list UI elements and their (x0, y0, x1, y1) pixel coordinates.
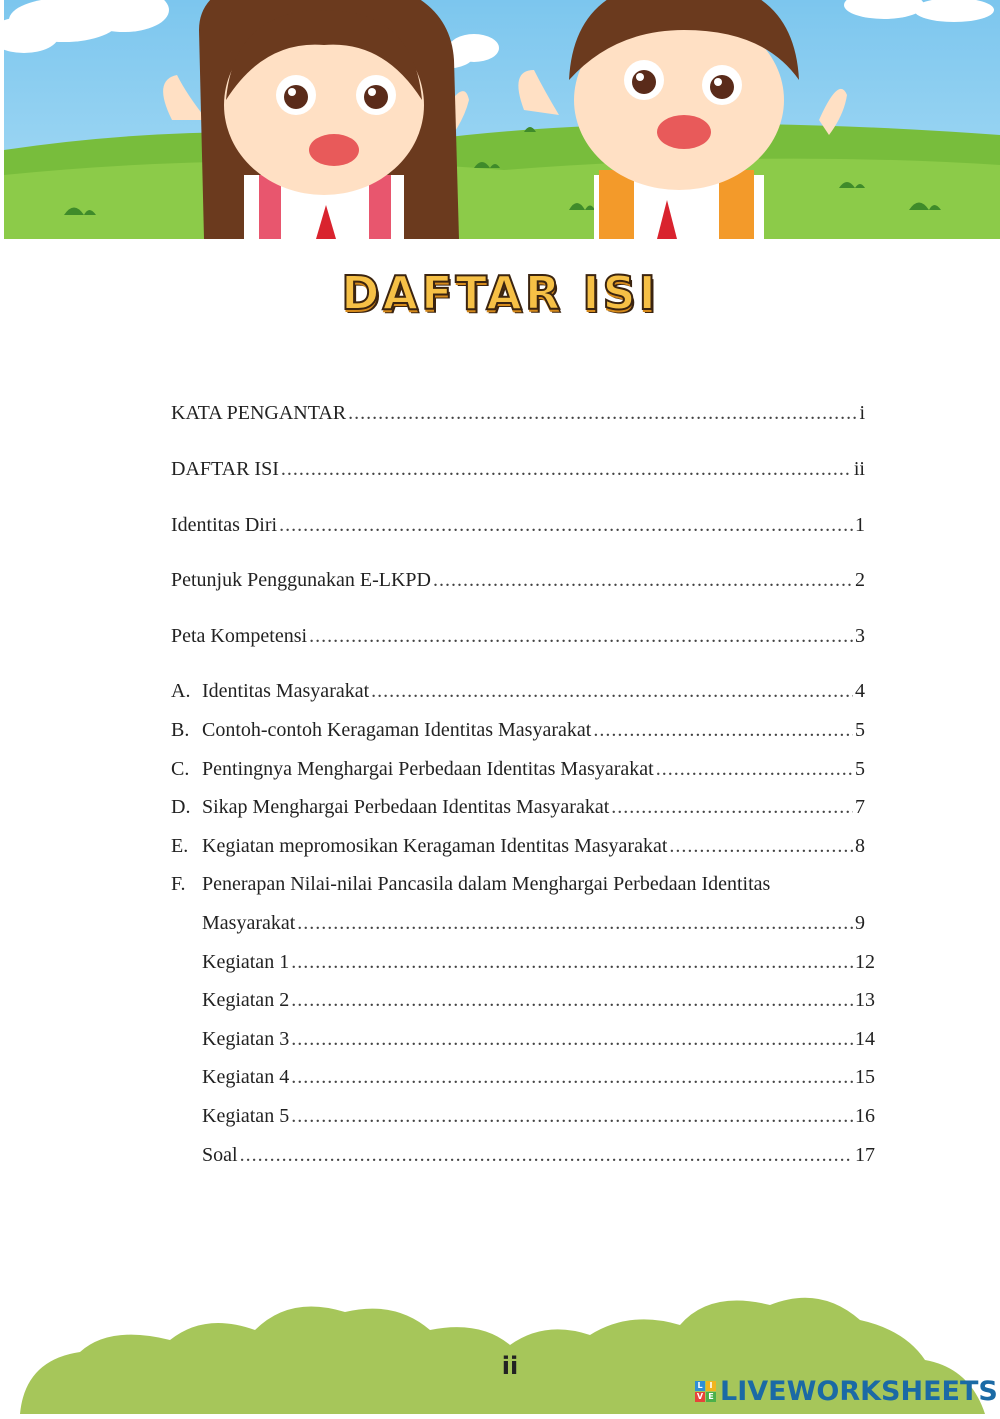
toc-item-label: Kegiatan mepromosikan Keragaman Identitas Masyarakat (202, 835, 668, 857)
toc-item-label: Peta Kompetensi (171, 625, 308, 647)
toc-leader-dots (297, 912, 853, 935)
toc-leader-dots (291, 1028, 853, 1051)
page-number: ii (501, 1352, 519, 1380)
page-title: DAFTAR ISI (341, 266, 659, 320)
toc-item-kata-pengantar[interactable] (171, 402, 865, 425)
toc-item-label: Kegiatan 3 (202, 1028, 290, 1050)
toc-item-kegiatan-2[interactable] (202, 989, 875, 1012)
toc-item-label: Kegiatan 2 (202, 989, 290, 1011)
toc-item-page: 7 (855, 796, 865, 818)
toc-item-label: Penerapan Nilai-nilai Pancasila dalam Menghargai Perbedaan Identitas (202, 873, 771, 895)
toc-leader-dots (348, 402, 857, 425)
toc-leader-dots (433, 569, 853, 592)
toc-item-letter: D. (171, 796, 191, 818)
toc-item-letter: B. (171, 719, 190, 741)
toc-leader-dots (656, 758, 853, 781)
toc-item-page: 16 (855, 1105, 875, 1127)
toc-item-page: 5 (855, 758, 865, 780)
toc-item-label: Masyarakat (202, 912, 296, 934)
toc-item-page: 17 (855, 1144, 875, 1166)
toc-item-d[interactable] (171, 796, 865, 819)
toc-item-letter: F. (171, 873, 186, 895)
toc-item-soal[interactable] (202, 1144, 875, 1167)
toc-leader-dots (291, 989, 853, 1012)
toc-leader-dots (281, 458, 852, 481)
toc-leader-dots (291, 1066, 853, 1089)
toc-item-identitas-diri[interactable] (171, 514, 865, 537)
toc-leader-dots (240, 1144, 853, 1167)
toc-item-page: 15 (855, 1066, 875, 1088)
toc-item-letter: A. (171, 680, 191, 702)
toc-item-letter: C. (171, 758, 190, 780)
toc-item-page: i (859, 402, 865, 424)
toc-item-page: 5 (855, 719, 865, 741)
toc-item-peta-kompetensi[interactable] (171, 625, 865, 648)
toc-item-petunjuk[interactable] (171, 569, 865, 592)
toc-item-a[interactable] (171, 680, 865, 703)
toc-item-label: Identitas Masyarakat (202, 680, 370, 702)
toc-item-label: Pentingnya Menghargai Perbedaan Identitas Masyarakat (202, 758, 654, 780)
toc-item-label: KATA PENGANTAR (171, 402, 347, 424)
toc-item-kegiatan-1[interactable] (202, 951, 875, 974)
toc-item-f-continuation[interactable] (202, 912, 865, 935)
toc-leader-dots (371, 680, 853, 703)
toc-leader-dots (291, 1105, 853, 1128)
brand-text: LIVEWORKSHEETS (720, 1375, 998, 1407)
toc-item-kegiatan-3[interactable] (202, 1028, 875, 1051)
toc-leader-dots (593, 719, 853, 742)
toc-item-page: 8 (855, 835, 865, 857)
liveworksheets-brand[interactable] (695, 1374, 998, 1408)
toc-item-label: Kegiatan 1 (202, 951, 290, 973)
toc-item-e[interactable] (171, 835, 865, 858)
toc-item-label: Contoh-contoh Keragaman Identitas Masyarakat (202, 719, 592, 741)
toc-item-b[interactable] (171, 719, 865, 742)
toc-leader-dots (291, 951, 853, 974)
table-of-contents (171, 0, 875, 1414)
toc-item-daftar-isi[interactable] (171, 458, 865, 481)
toc-item-page: 2 (855, 569, 865, 591)
liveworksheets-logo-icon: L I V E (695, 1381, 716, 1402)
toc-leader-dots (611, 796, 853, 819)
toc-item-label: Kegiatan 4 (202, 1066, 290, 1088)
toc-item-page: 4 (855, 680, 865, 702)
toc-item-page: 1 (855, 514, 865, 536)
toc-item-label: Petunjuk Penggunakan E-LKPD (171, 569, 431, 591)
toc-item-label: DAFTAR ISI (171, 458, 279, 480)
toc-item-letter: E. (171, 835, 189, 857)
toc-item-kegiatan-4[interactable] (202, 1066, 875, 1089)
toc-item-page: 3 (855, 625, 865, 647)
toc-item-f[interactable] (171, 873, 865, 896)
toc-item-label: Identitas Diri (171, 514, 278, 536)
toc-item-page: 9 (855, 912, 865, 934)
toc-item-label: Sikap Menghargai Perbedaan Identitas Masyarakat (202, 796, 610, 818)
toc-leader-dots (309, 625, 853, 648)
toc-item-label: Kegiatan 5 (202, 1105, 290, 1127)
toc-item-c[interactable] (171, 758, 865, 781)
toc-item-page: 12 (855, 951, 875, 973)
toc-item-label: Soal (202, 1144, 238, 1166)
toc-item-kegiatan-5[interactable] (202, 1105, 875, 1128)
toc-leader-dots (279, 514, 853, 537)
toc-leader-dots (669, 835, 853, 858)
toc-item-page: 13 (855, 989, 875, 1011)
toc-item-page: 14 (855, 1028, 875, 1050)
toc-item-page: ii (853, 458, 865, 480)
